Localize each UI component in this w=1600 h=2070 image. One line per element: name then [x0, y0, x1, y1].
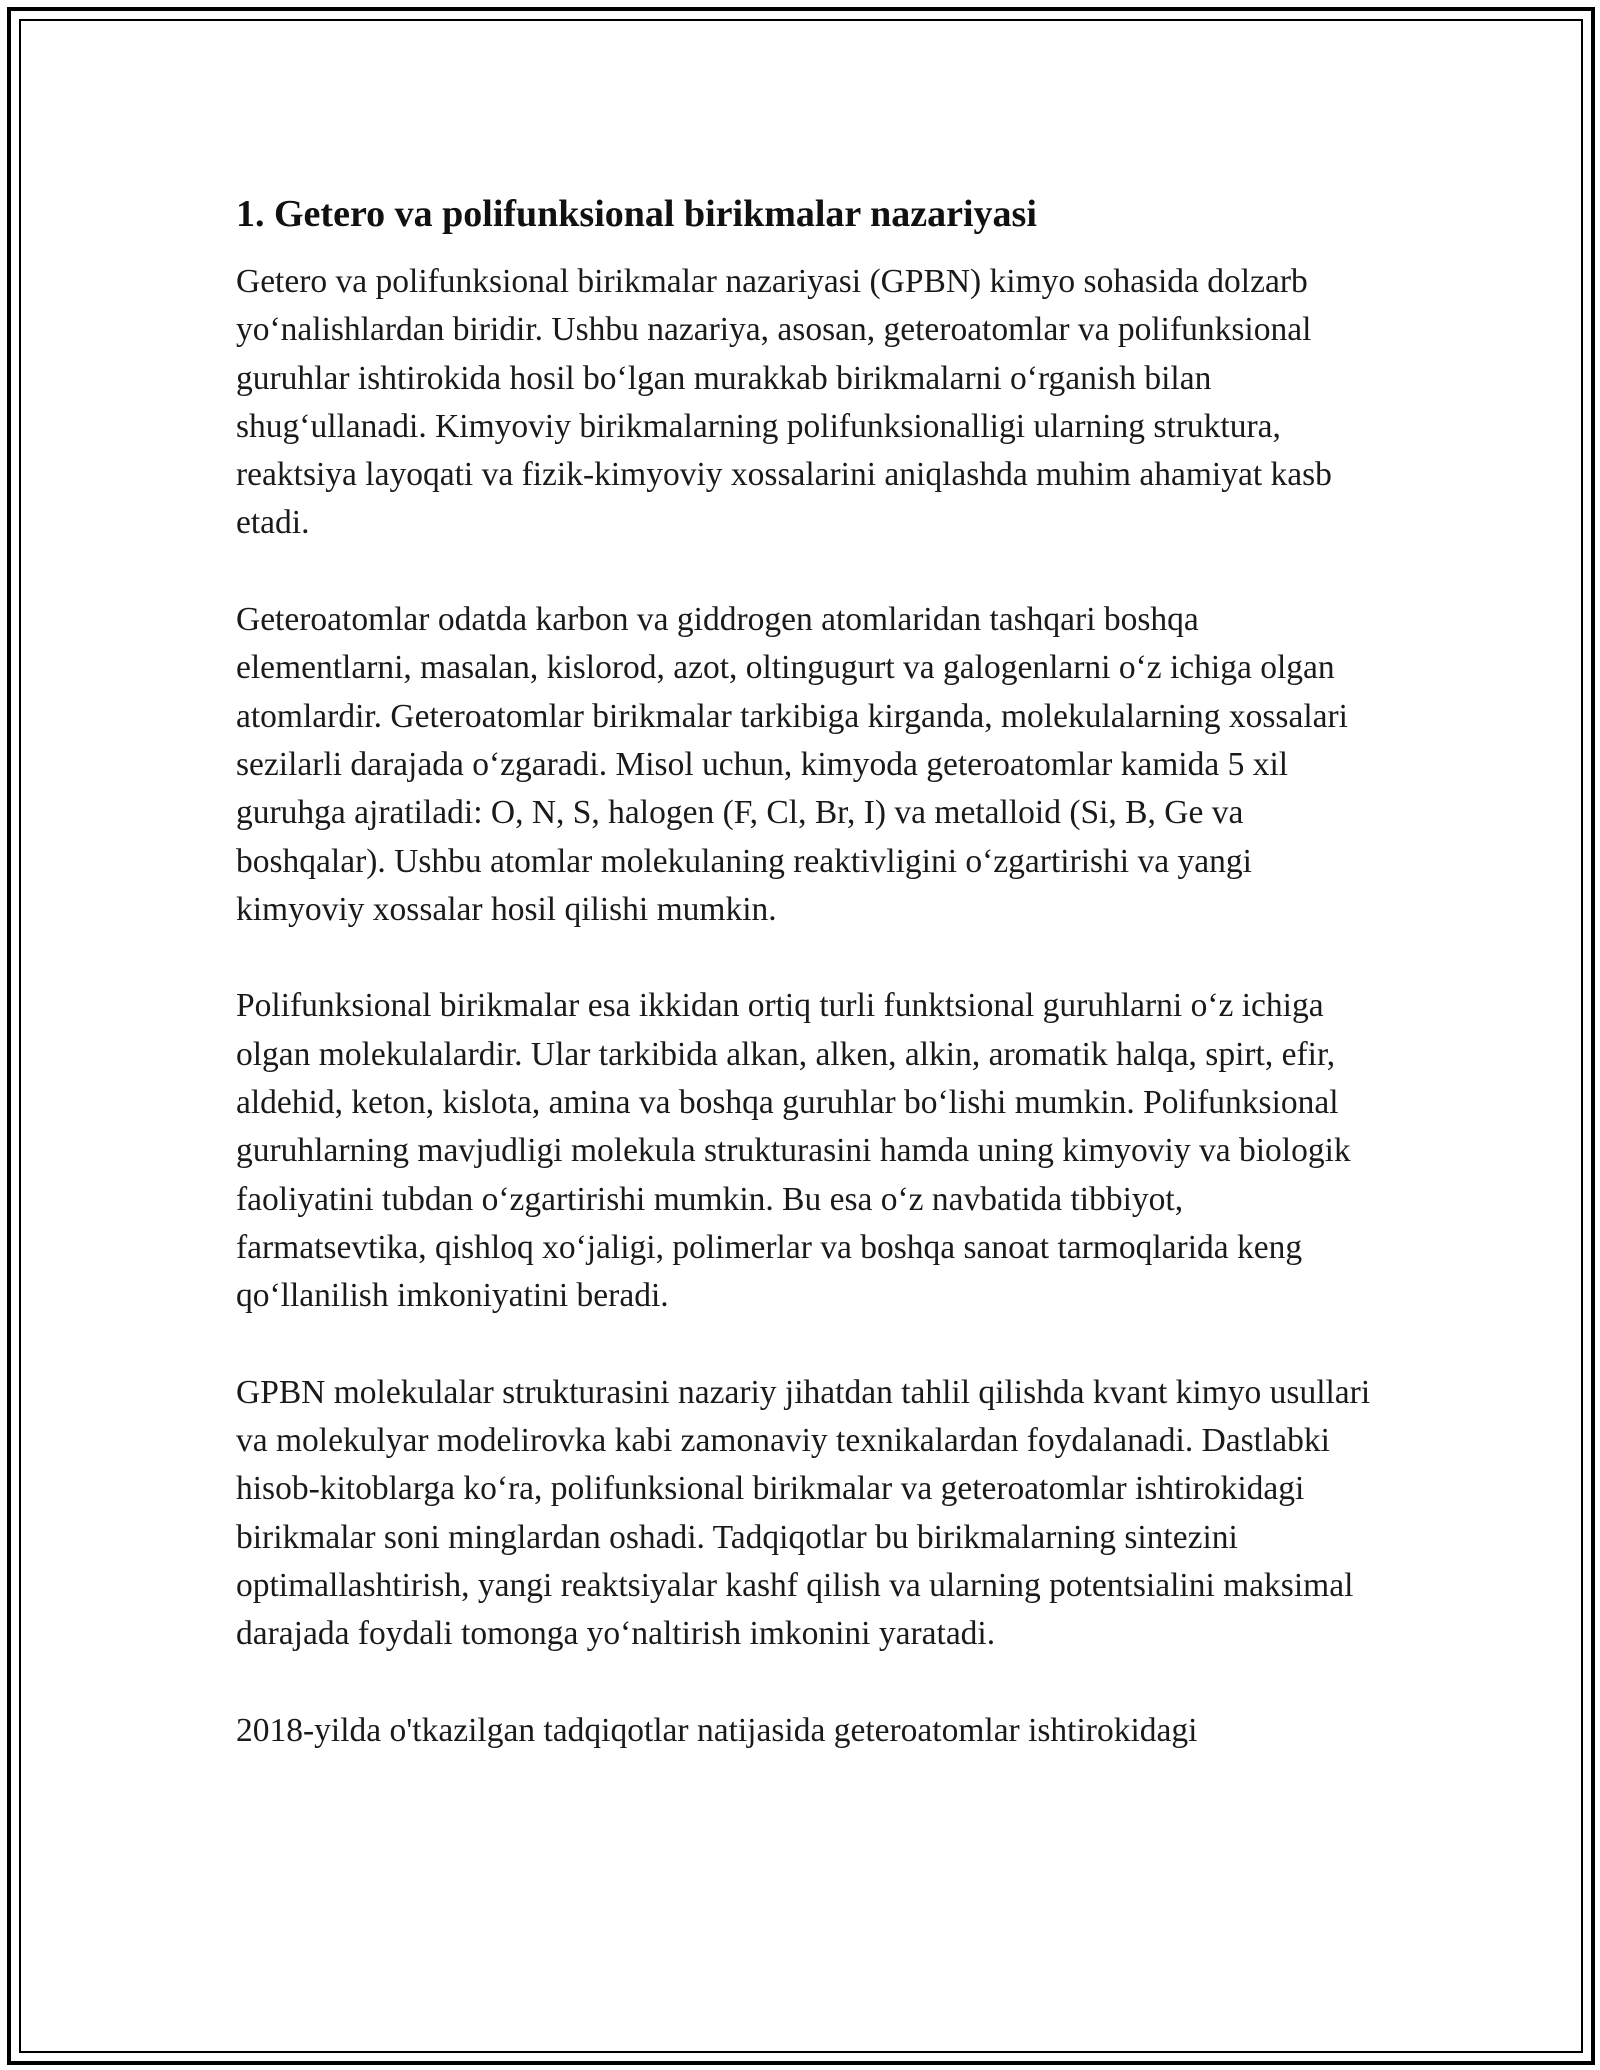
- section-heading: 1. Getero va polifunksional birikmalar nazariyasi: [236, 193, 1037, 235]
- paragraph-heteroatoms: Geteroatomlar odatda karbon va giddrogen atomlaridan tashqari boshqa elementlarni, masalan, kislorod, azot, oltingugurt va galogenlarni o‘z ichiga olgan atomlardir. Geteroatomlar birikmalar tarkibiga kirganda, molekulalarning xossalari sezilarli darajada o‘zgaradi. Misol uchun, kimyoda geteroatomlar kamida 5 xil guruhga ajratiladi: O, N, S, halogen (F, Cl, Br, I) va metalloid (Si, B, Ge va boshqalar). Ushbu atomlar molekulaning reaktivligini o‘zgartirishi va yangi kimyoviy xossalar hosil qilishi mumkin.: [236, 601, 1348, 928]
- paragraph-research-2018: 2018-yilda o'tkazilgan tadqiqotlar natijasida geteroatomlar ishtirokidagi: [236, 1711, 1198, 1749]
- paragraph-methods: GPBN molekulalar strukturasini nazariy jihatdan tahlil qilishda kvant kimyo usullari va molekulyar modelirovka kabi zamonaviy texnikalardan foydalanadi. Dastlabki hisob-kitoblarga ko‘ra, polifunksional birikmalar va geteroatomlar ishtirokidagi birikmalar soni minglardan oshadi. Tadqiqotlar bu birikmalarning sintezini optimallashtirish, yangi reaktsiyalar kashf qilish va ularning potentsialini maksimal darajada foydali tomonga yo‘naltirish imkonini yaratadi.: [236, 1373, 1371, 1653]
- paragraph-polyfunctional: Polifunksional birikmalar esa ikkidan ortiq turli funktsional guruhlarni o‘z ichiga olgan molekulalardir. Ular tarkibida alkan, alken, alkin, aromatik halqa, spirt, efir, aldehid, keton, kislota, amina va boshqa guruhlar bo‘lishi mumkin. Polifunksional guruhlarning mavjudligi molekula strukturasini hamda uning kimyoviy va biologik faoliyatini tubdan o‘zgartirishi mumkin. Bu esa o‘z navbatida tibbiyot, farmatsevtika, qishloq xo‘jaligi, polimerlar va boshqa sanoat tarmoqlarida keng qo‘llanilish imkoniyatini beradi.: [236, 987, 1351, 1315]
- document-body: [236, 188, 1376, 1755]
- paragraph-intro: Getero va polifunksional birikmalar nazariyasi (GPBN) kimyo sohasida dolzarb yo‘nalishlardan biridir. Ushbu nazariya, asosan, geteroatomlar va polifunksional guruhlar ishtirokida hosil bo‘lgan murakkab birikmalarni o‘rganish bilan shug‘ullanadi. Kimyoviy birikmalarning polifunksionalligi ularning struktura, reaktsiya layoqati va fizik-kimyoviy xossalarini aniqlashda muhim ahamiyat kasb etadi.: [236, 263, 1332, 542]
